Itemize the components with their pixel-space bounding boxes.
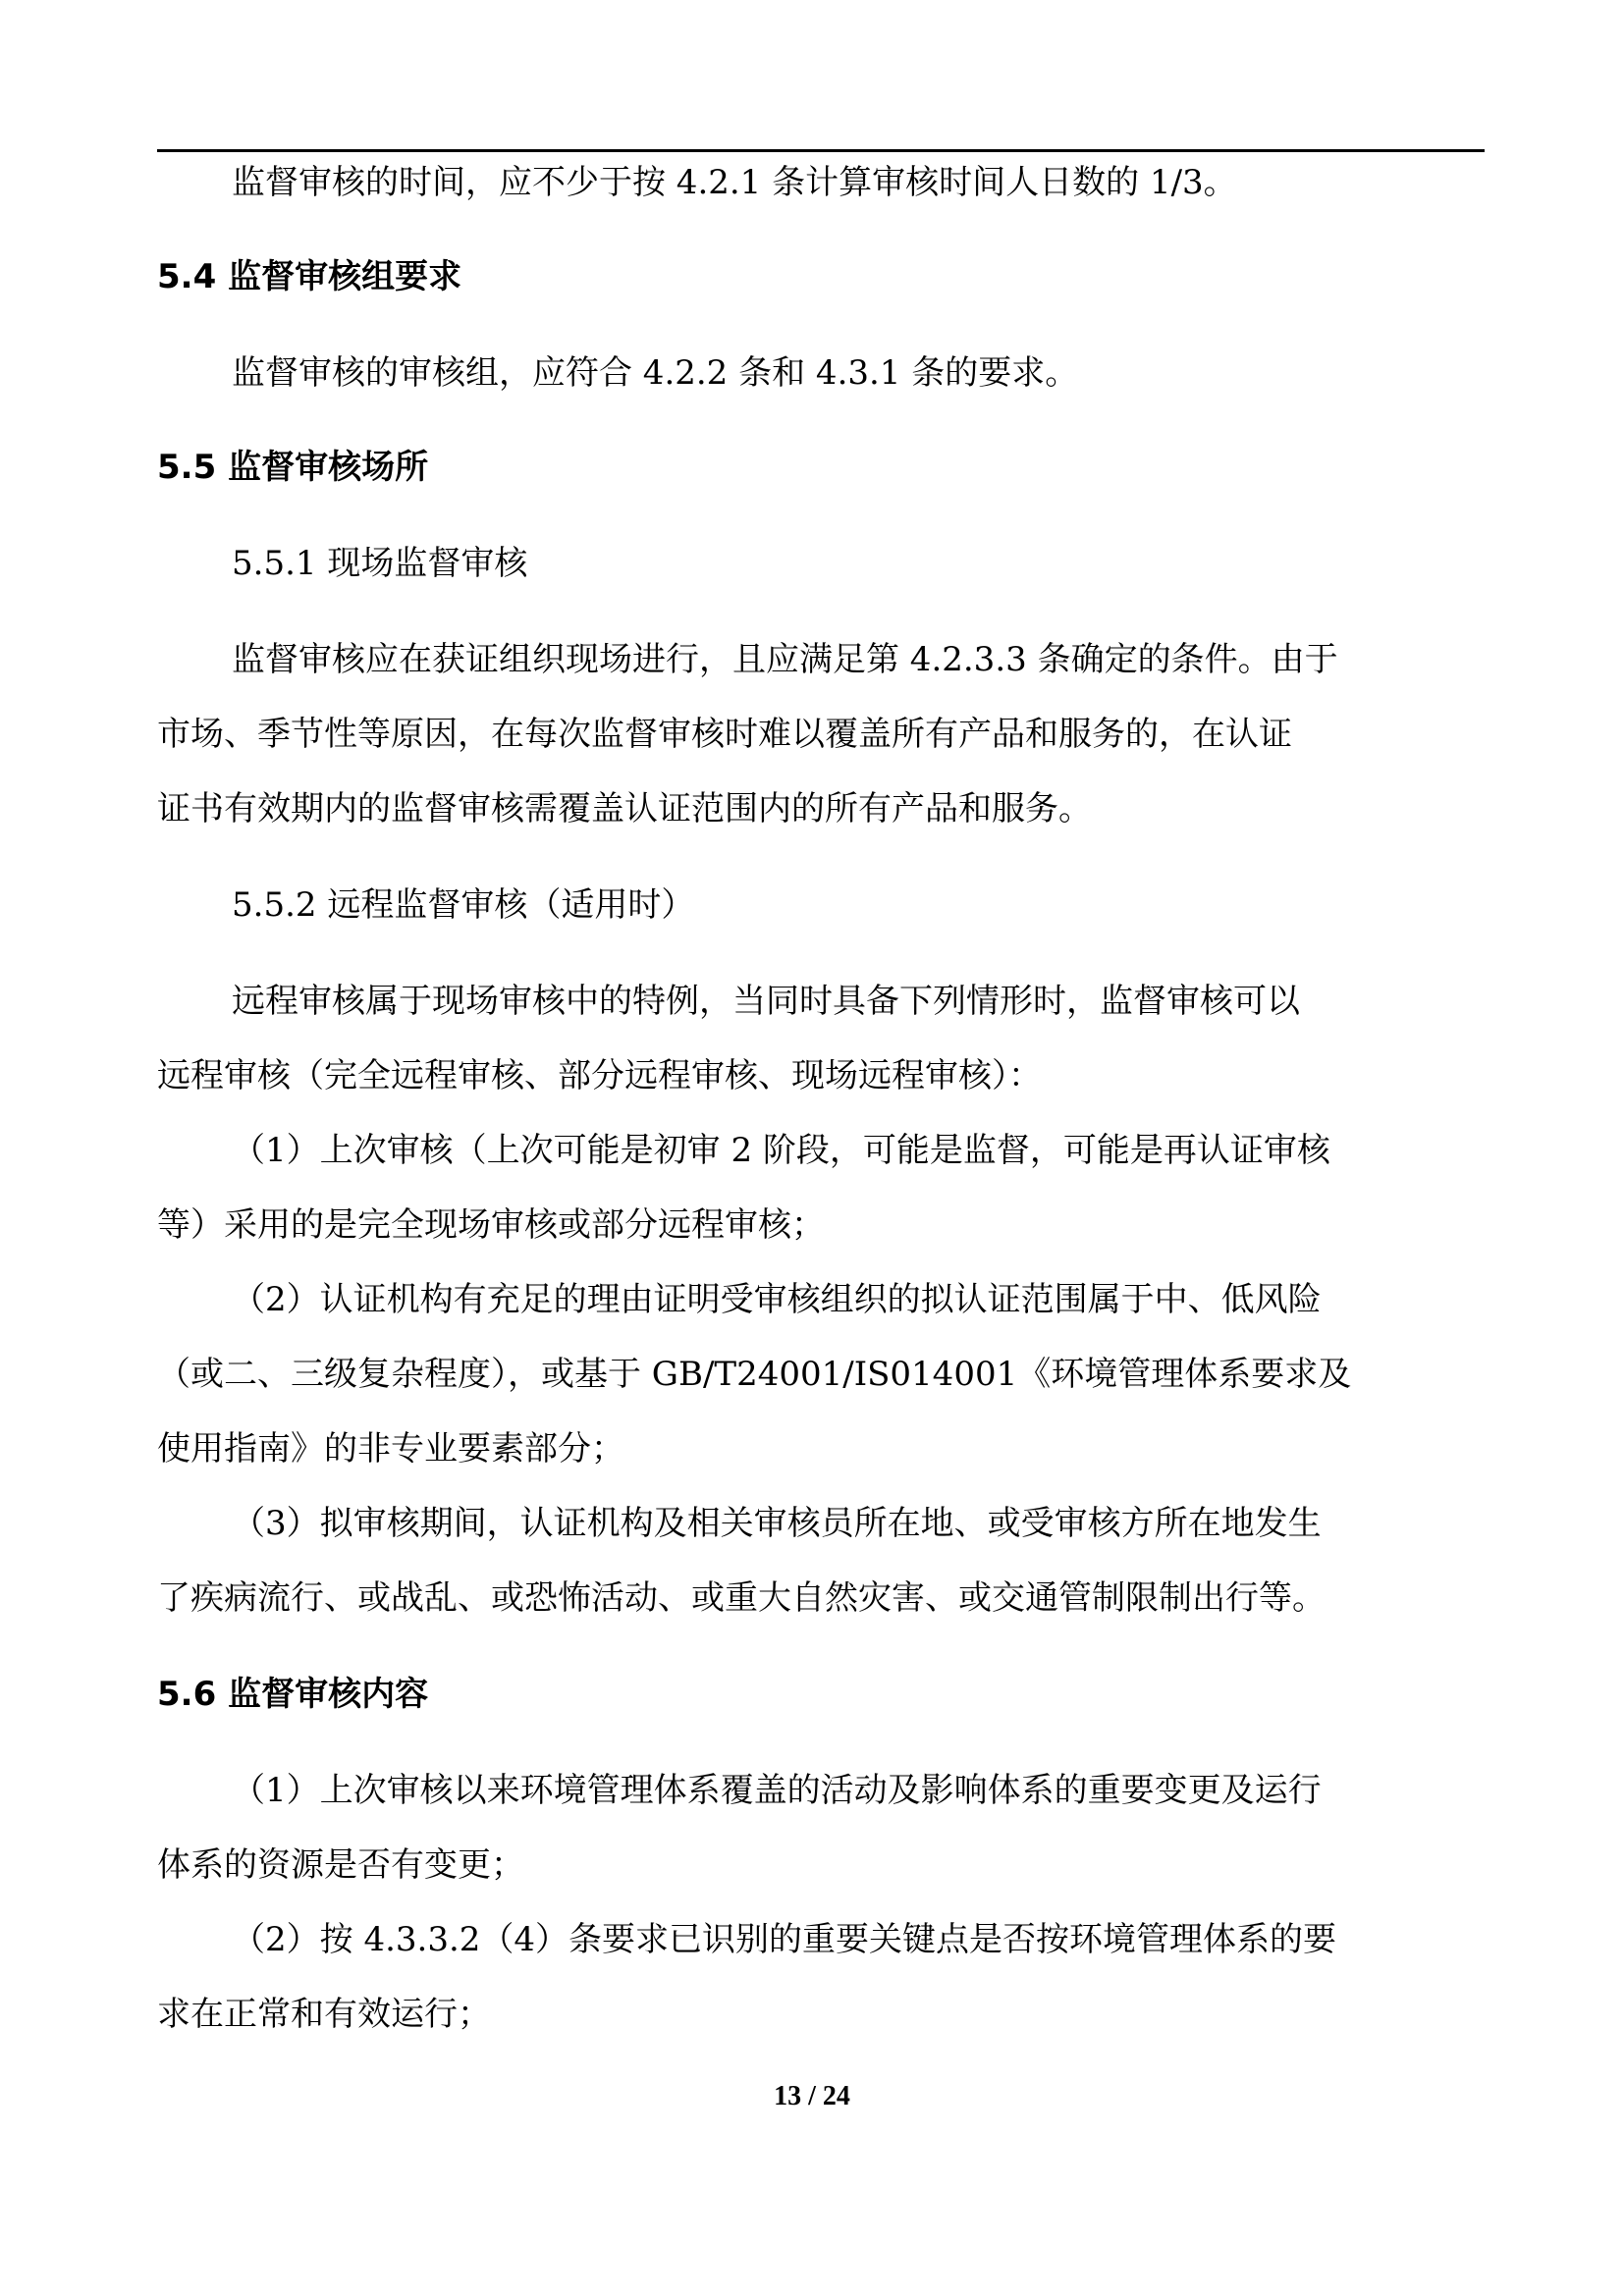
paragraph-line: 监督审核的时间，应不少于按 4.2.1 条计算审核时间人日数的 1/3。 bbox=[232, 163, 1237, 202]
list-item-line: 使用指南》的非专业要素部分； bbox=[157, 1429, 624, 1468]
list-item-line: （3）拟审核期间，认证机构及相关审核员所在地、或受审核方所在地发生 bbox=[232, 1504, 1322, 1543]
list-item-line: 等）采用的是完全现场审核或部分远程审核； bbox=[157, 1205, 825, 1245]
paragraph-line: 监督审核应在获证组织现场进行，且应满足第 4.2.3.3 条确定的条件。由于 bbox=[232, 640, 1338, 679]
header-rule bbox=[157, 149, 1485, 152]
section-heading-5-5: 5.5 监督审核场所 bbox=[157, 448, 429, 487]
section-heading-5-4: 5.4 监督审核组要求 bbox=[157, 257, 462, 296]
page-number: 13 / 24 bbox=[774, 2081, 850, 2111]
paragraph-line: 市场、季节性等原因，在每次监督审核时难以覆盖所有产品和服务的，在认证 bbox=[157, 715, 1292, 754]
list-item-line: （1）上次审核（上次可能是初审 2 阶段，可能是监督，可能是再认证审核 bbox=[232, 1131, 1330, 1170]
list-item-line: （2）按 4.3.3.2（4）条要求已识别的重要关键点是否按环境管理体系的要 bbox=[232, 1920, 1337, 1959]
paragraph-line: 监督审核的审核组，应符合 4.2.2 条和 4.3.1 条的要求。 bbox=[232, 353, 1079, 393]
list-item-line: （1）上次审核以来环境管理体系覆盖的活动及影响体系的重要变更及运行 bbox=[232, 1771, 1322, 1810]
paragraph-line: 远程审核（完全远程审核、部分远程审核、现场远程审核）： bbox=[157, 1056, 1042, 1095]
subsection-heading-5-5-1: 5.5.1 现场监督审核 bbox=[232, 544, 528, 583]
paragraph-line: 远程审核属于现场审核中的特例，当同时具备下列情形时，监督审核可以 bbox=[232, 982, 1300, 1021]
list-item-line: 了疾病流行、或战乱、或恐怖活动、或重大自然灾害、或交通管制限制出行等。 bbox=[157, 1578, 1326, 1618]
paragraph-line: 证书有效期内的监督审核需覆盖认证范围内的所有产品和服务。 bbox=[157, 789, 1092, 828]
subsection-heading-5-5-2: 5.5.2 远程监督审核（适用时） bbox=[232, 885, 695, 925]
list-item-line: 体系的资源是否有变更； bbox=[157, 1845, 524, 1885]
section-heading-5-6: 5.6 监督审核内容 bbox=[157, 1675, 429, 1714]
list-item-line: （或二、三级复杂程度），或基于 GB/T24001/IS014001《环境管理体系要求及 bbox=[157, 1355, 1352, 1394]
list-item-line: 求在正常和有效运行； bbox=[157, 1995, 491, 2034]
list-item-line: （2）认证机构有充足的理由证明受审核组织的拟认证范围属于中、低风险 bbox=[232, 1280, 1322, 1319]
